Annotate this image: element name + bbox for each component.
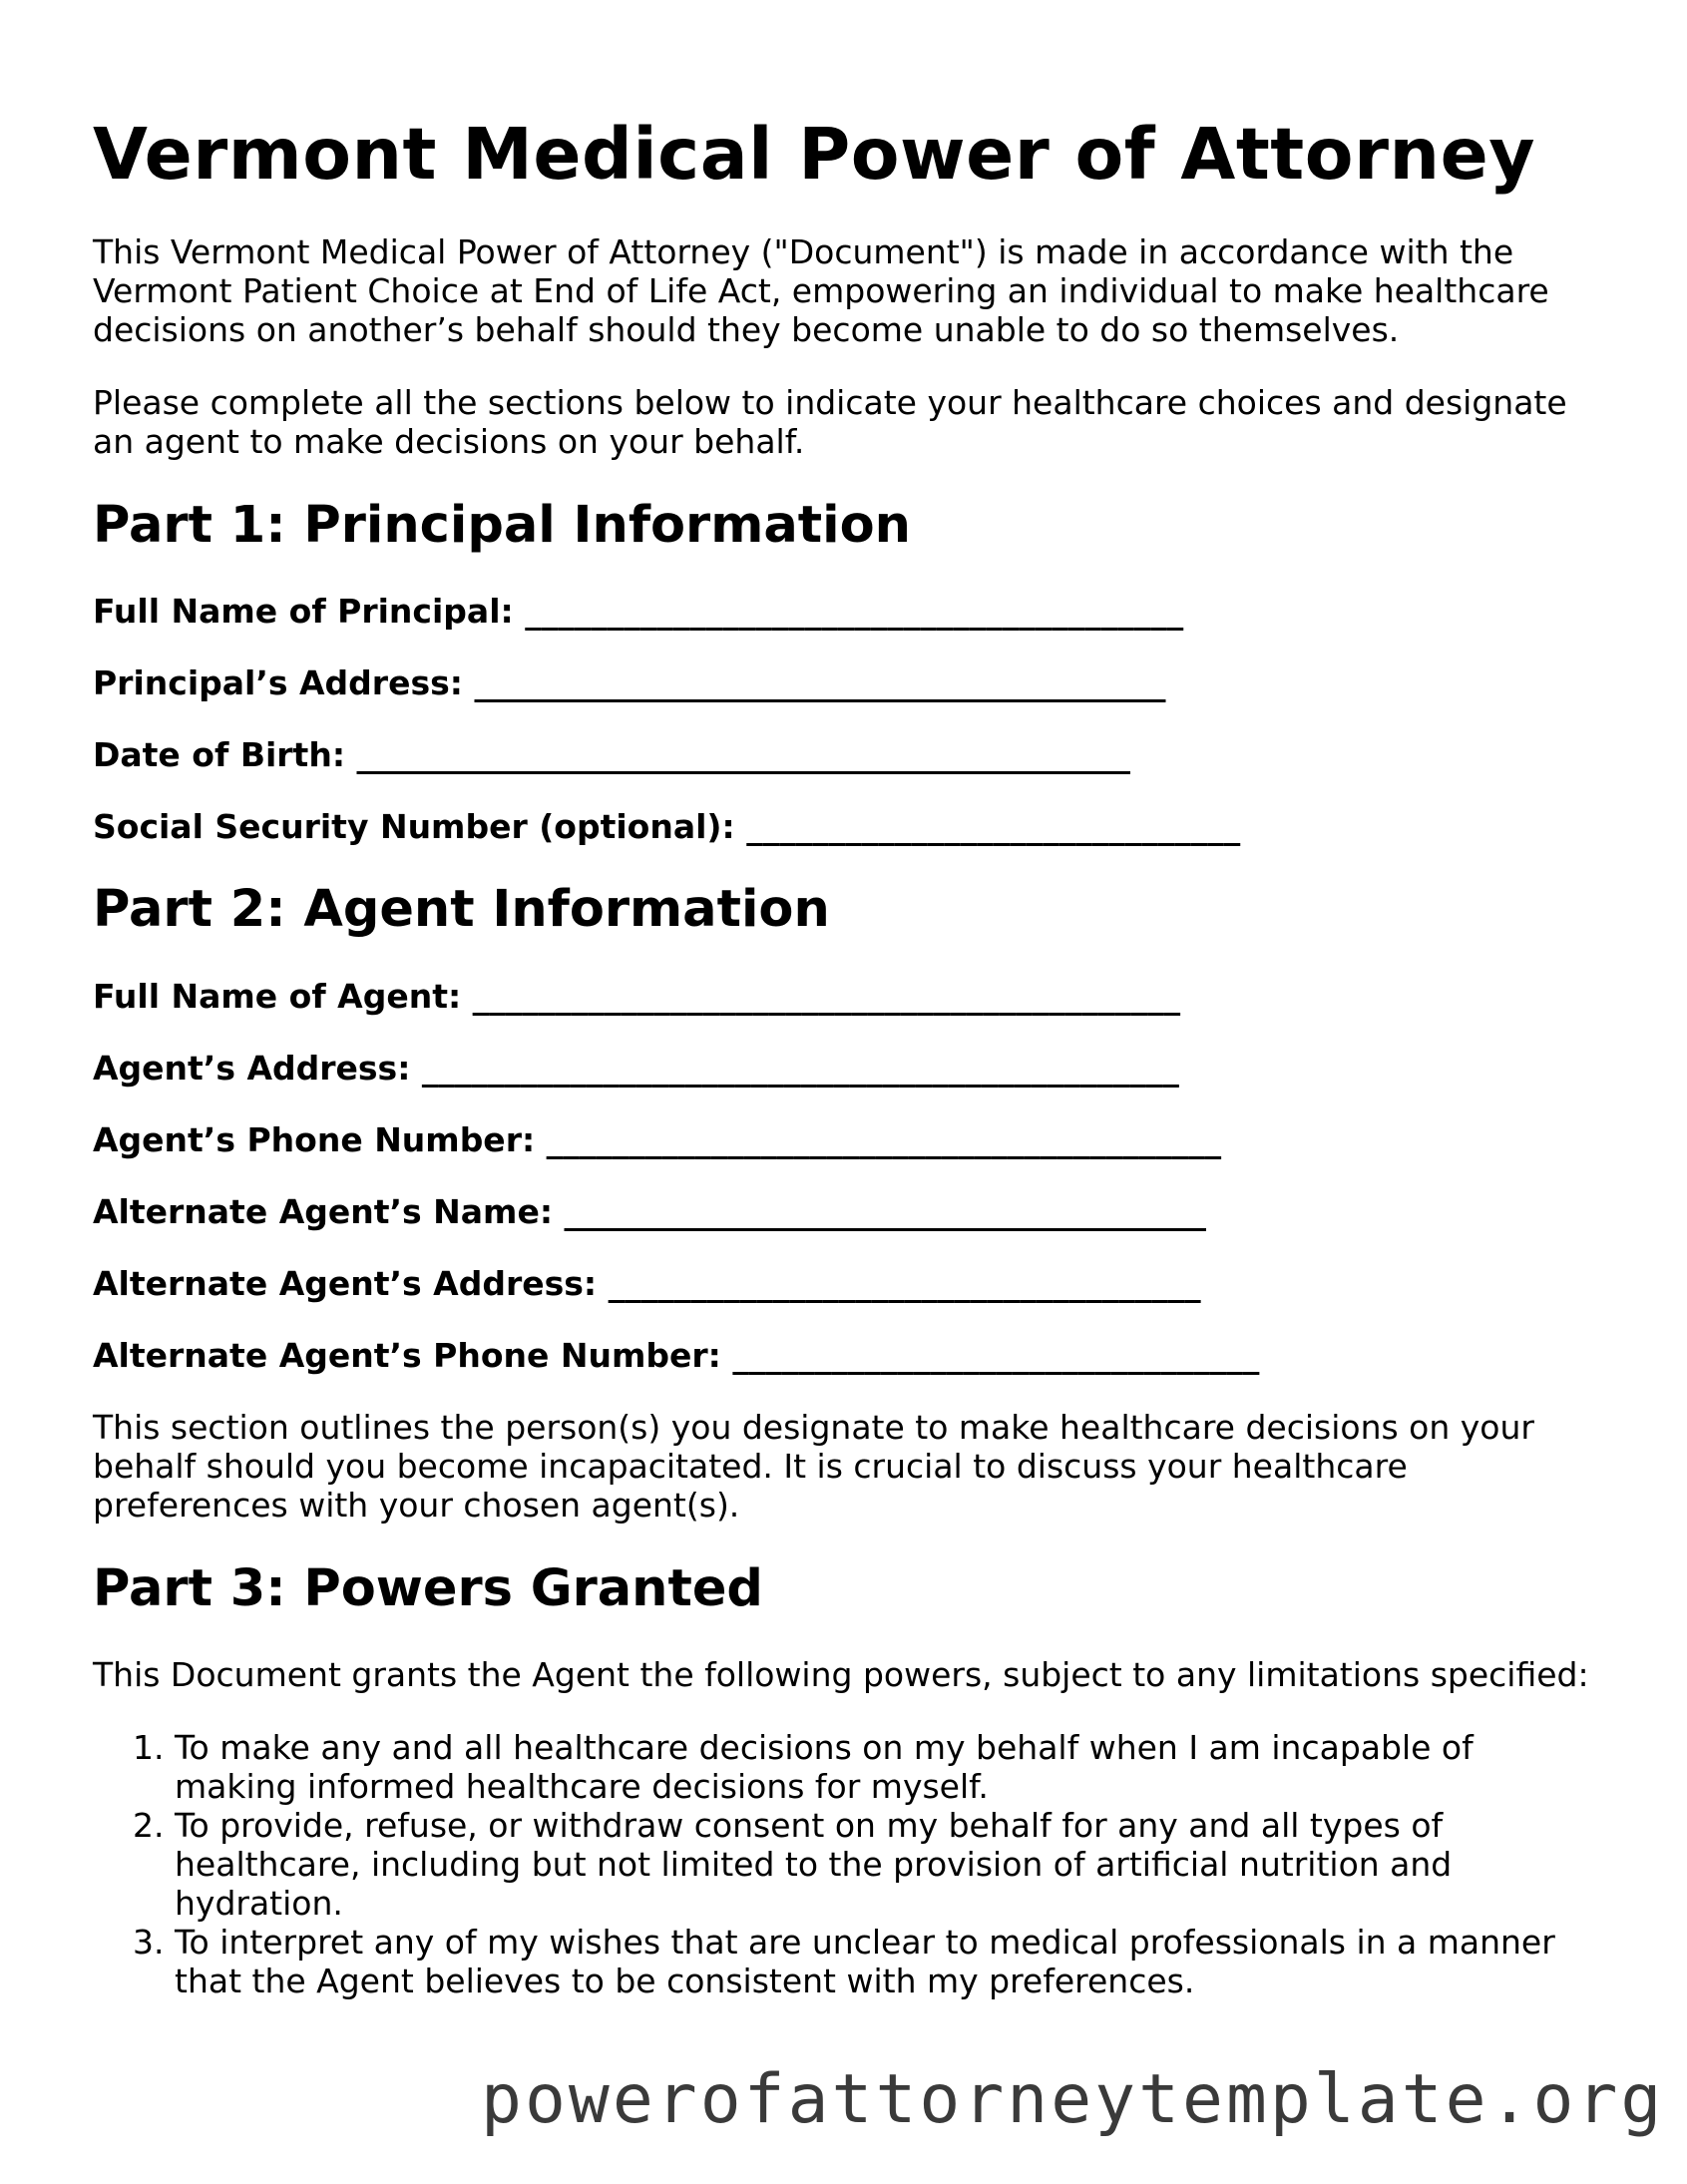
- powers-list: [93, 1728, 1599, 2000]
- intro-paragraph-1: This Vermont Medical Power of Attorney ("Document") is made in accordance with the Vermont Patient Choice at End of Life Act, empowering an individual to make healthcare decisions on another’s behalf should they become unable to do so themselves.: [93, 232, 1549, 350]
- alternate-agent-address-field[interactable]: [93, 1264, 1599, 1303]
- agent-phone-field[interactable]: [93, 1120, 1599, 1159]
- field-label: Full Name of Agent:: [93, 976, 462, 1016]
- date-of-birth-field[interactable]: [93, 735, 1599, 774]
- field-blank[interactable]: ________________________________________: [525, 592, 1184, 632]
- powers-intro: This Document grants the Agent the following powers, subject to any limitations specified:: [93, 1654, 1589, 1694]
- field-blank[interactable]: _________________________________________: [546, 1119, 1222, 1159]
- field-label: Full Name of Principal:: [93, 592, 514, 632]
- list-item: 1. To make any and all healthcare decisions on my behalf when I am incapable of making informed healthcare decisions for myself.: [175, 1728, 1599, 1806]
- list-item: 2. To provide, refuse, or withdraw consent on my behalf for any and all types of healthcare, including but not limited to the provision of artificial nutrition and hydration.: [175, 1806, 1599, 1923]
- field-label: Agent’s Address:: [93, 1048, 411, 1088]
- field-blank[interactable]: ________________________________: [732, 1335, 1260, 1375]
- alternate-agent-phone-field[interactable]: [93, 1336, 1599, 1375]
- alternate-agent-name-field[interactable]: [93, 1192, 1599, 1231]
- agent-section-note: This section outlines the person(s) you designate to make healthcare decisions on your behalf should you become incapacitated. It is crucial to discuss your healthcare preferences with your chosen agent(s).: [93, 1407, 1534, 1525]
- field-blank[interactable]: ___________________________________________: [472, 976, 1181, 1016]
- part1-heading: Part 1: Principal Information: [93, 496, 911, 556]
- intro-paragraph-2: Please complete all the sections below to indicate your healthcare choices and designate an agent to make decisions on your behalf.: [93, 383, 1567, 462]
- principal-name-field[interactable]: [93, 592, 1599, 631]
- field-label: Alternate Agent’s Phone Number:: [93, 1335, 721, 1375]
- field-label: Principal’s Address:: [93, 663, 463, 703]
- ssn-field[interactable]: [93, 807, 1599, 846]
- site-watermark: powerofattorneytemplate.org: [481, 2060, 1665, 2139]
- field-label: Social Security Number (optional):: [93, 807, 735, 847]
- principal-address-field[interactable]: [93, 663, 1599, 702]
- field-label: Alternate Agent’s Address:: [93, 1263, 598, 1303]
- agent-name-field[interactable]: [93, 977, 1599, 1016]
- field-blank[interactable]: ______________________________________________: [421, 1048, 1179, 1088]
- field-blank[interactable]: ____________________________________: [608, 1263, 1201, 1303]
- agent-address-field[interactable]: [93, 1049, 1599, 1088]
- field-blank[interactable]: _______________________________________________: [356, 735, 1131, 775]
- field-label: Date of Birth:: [93, 735, 346, 775]
- part2-heading: Part 2: Agent Information: [93, 880, 830, 940]
- document-page: [93, 112, 1599, 2000]
- part3-heading: Part 3: Powers Granted: [93, 1558, 763, 1618]
- field-blank[interactable]: _______________________________________: [564, 1191, 1207, 1231]
- document-title: Vermont Medical Power of Attorney: [93, 113, 1535, 196]
- field-blank[interactable]: ______________________________: [746, 807, 1241, 847]
- field-blank[interactable]: __________________________________________: [474, 663, 1166, 703]
- field-label: Agent’s Phone Number:: [93, 1119, 536, 1159]
- list-item: 3. To interpret any of my wishes that are unclear to medical professionals in a manner that the Agent believes to be consistent with my preferences.: [175, 1923, 1599, 2000]
- field-label: Alternate Agent’s Name:: [93, 1191, 554, 1231]
